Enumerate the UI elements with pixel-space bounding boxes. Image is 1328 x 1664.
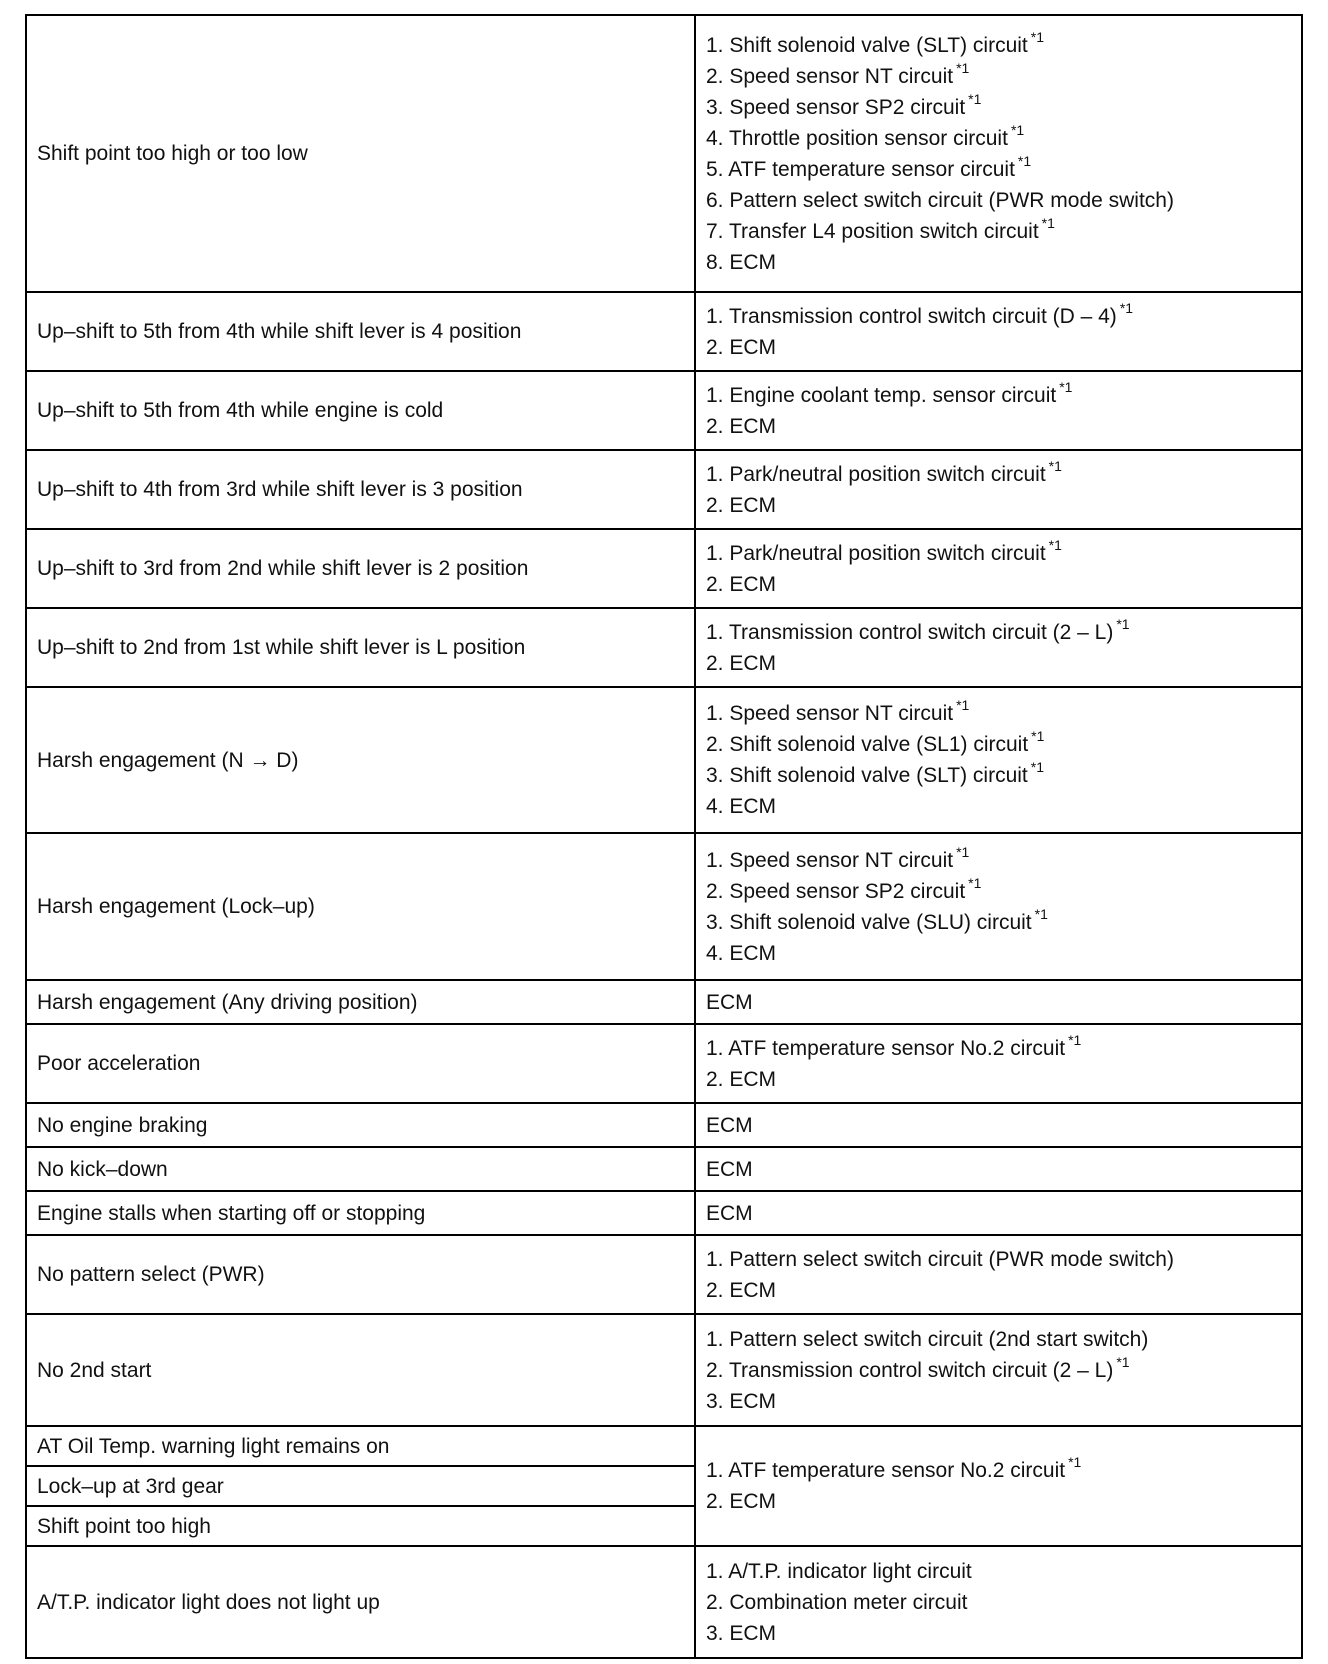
footnote-marker: *1 [1068,1454,1082,1470]
table-row [26,529,1302,608]
cause-text: Throttle position sensor circuit [728,126,1008,150]
cause-item [706,216,1291,247]
cause-text: Transmission control switch circuit (2 – L) [728,1358,1114,1382]
suspect-area-cell [695,1235,1302,1314]
cause-item [706,538,1291,569]
footnote-marker: *1 [956,59,970,76]
cause-list [706,1244,1291,1306]
cause-text: ECM [729,941,777,965]
cause-item [706,1275,1291,1306]
cause-text: Engine coolant temp. sensor circuit [729,383,1057,407]
cause-number: 1. [706,1247,724,1271]
footnote-marker: *1 [1048,536,1062,553]
cause-number: 2. [706,64,724,88]
cause-item [706,907,1291,938]
cause-item [706,938,1291,969]
cause-list [706,845,1291,969]
cause-item [706,698,1291,729]
cause-number: 1. [706,33,724,57]
cause-text: ECM [706,990,753,1014]
cause-number: 1. [706,1459,724,1482]
cause-number: 5. [706,157,724,181]
cause-number: 6. [706,188,724,212]
symptom-cell: Harsh engagement (Lock–up) [26,833,695,980]
footnote-marker: *1 [1030,759,1044,775]
cause-number: 2. [706,733,724,756]
table-row [26,1147,1302,1191]
cause-text: Speed sensor NT circuit [729,848,954,872]
cause-item [706,490,1291,521]
suspect-area-cell [695,1147,1302,1191]
cause-number: 2. [706,493,724,517]
cause-number: 1. [706,620,724,644]
cause-text: ECM [729,250,777,274]
symptom-cell: No engine braking [26,1103,695,1147]
footnote-marker: *1 [1048,457,1062,474]
cause-text: Speed sensor NT circuit [729,64,954,88]
table-row [26,15,1302,292]
cause-item [706,1154,1291,1185]
cause-text: Speed sensor SP2 circuit [729,95,966,119]
footnote-marker: *1 [1116,615,1130,632]
table-row [26,1024,1302,1103]
footnote-marker: *1 [1041,214,1055,231]
cause-text: ECM [729,1389,777,1413]
cause-list [706,1324,1291,1417]
cause-item [706,1355,1291,1386]
cause-list [706,1154,1291,1185]
table-row [26,1103,1302,1147]
cause-item [706,1198,1291,1229]
table-row [26,1546,1302,1658]
cause-text: ATF temperature sensor No.2 circuit [728,1459,1066,1482]
suspect-area-cell [695,1191,1302,1235]
symptom-cell: AT Oil Temp. warning light remains on [26,1426,695,1466]
cause-number: 3. [706,764,724,787]
cause-text: ECM [729,1067,777,1091]
cause-number: 4. [706,126,724,150]
suspect-area-cell [695,608,1302,687]
cause-text: ECM [729,1278,777,1302]
cause-number: 1. [706,1559,724,1583]
suspect-area-cell [695,1024,1302,1103]
cause-text: ATF temperature sensor circuit [728,157,1015,181]
cause-text: Pattern select switch circuit (PWR mode switch) [729,188,1174,212]
cause-text: ECM [729,1621,777,1645]
table-row [26,292,1302,371]
cause-text: A/T.P. indicator light circuit [728,1559,972,1583]
cause-list [706,1455,1291,1517]
cause-item [706,760,1291,791]
symptom-cell: Shift point too high [26,1506,695,1546]
cause-list [706,617,1291,679]
cause-text: Shift solenoid valve (SL1) circuit [729,733,1029,756]
cause-item [706,30,1291,61]
cause-number: 1. [706,541,724,565]
cause-text: Transfer L4 position switch circuit [728,219,1039,243]
footnote-marker: *1 [968,90,982,107]
suspect-area-cell [695,1314,1302,1426]
cause-text: Transmission control switch circuit (D – 4) [728,304,1117,328]
table-row [26,687,1302,833]
cause-text: Pattern select switch circuit (2nd start switch) [729,1327,1149,1351]
cause-list [706,698,1291,822]
cause-text: ECM [706,1201,753,1225]
cause-number: 1. [706,702,724,725]
cause-item [706,987,1291,1018]
table-row [26,1191,1302,1235]
suspect-area-cell [695,450,1302,529]
footnote-marker: *1 [1068,1031,1082,1048]
cause-item [706,1455,1291,1486]
cause-number: 1. [706,304,724,328]
cause-number: 1. [706,383,724,407]
cause-item [706,1064,1291,1095]
cause-number: 7. [706,219,724,243]
cause-item [706,332,1291,363]
cause-text: Shift solenoid valve (SLT) circuit [729,764,1028,787]
cause-item [706,569,1291,600]
symptom-cell: No 2nd start [26,1314,695,1426]
cause-text: ECM [729,335,777,359]
table-row [26,371,1302,450]
footnote-marker: *1 [1017,152,1032,169]
cause-number: 2. [706,651,724,675]
cause-number: 1. [706,1327,724,1351]
suspect-area-cell [695,833,1302,980]
table-row [26,608,1302,687]
cause-number: 1. [706,462,724,486]
cause-text: ECM [729,414,777,438]
symptom-cause-table [25,14,1303,1659]
cause-number: 3. [706,1389,724,1413]
cause-text: ECM [729,1490,777,1513]
table-row [26,1314,1302,1426]
cause-list [706,1110,1291,1141]
cause-number: 2. [706,1358,724,1382]
cause-text: Park/neutral position switch circuit [729,541,1046,565]
symptom-cell: Harsh engagement (N → D) [26,687,695,833]
symptom-cell: A/T.P. indicator light does not light up [26,1546,695,1658]
cause-list [706,380,1291,442]
cause-text: Transmission control switch circuit (2 – L) [728,620,1114,644]
footnote-marker: *1 [1119,299,1134,316]
suspect-area-cell [695,292,1302,371]
cause-list [706,459,1291,521]
cause-number: 2. [706,414,724,438]
cause-text: Speed sensor SP2 circuit [729,879,966,903]
symptom-cell: Shift point too high or too low [26,15,695,292]
suspect-area-cell [695,980,1302,1024]
table-row [26,450,1302,529]
symptom-cell: Up–shift to 3rd from 2nd while shift lever is 2 position [26,529,695,608]
cause-number: 2. [706,879,724,903]
footnote-marker: *1 [956,843,970,860]
cause-number: 1. [706,848,724,872]
table-row [26,1235,1302,1314]
symptom-cell: Harsh engagement (Any driving position) [26,980,695,1024]
cause-item [706,1618,1291,1649]
cause-list [706,1033,1291,1095]
cause-number: 3. [706,910,724,934]
suspect-area-cell [695,371,1302,450]
symptom-cell: No pattern select (PWR) [26,1235,695,1314]
cause-number: 2. [706,1278,724,1302]
cause-number: 2. [706,1067,724,1091]
symptom-cell: Poor acceleration [26,1024,695,1103]
cause-item [706,301,1291,332]
cause-text: Park/neutral position switch circuit [729,462,1046,486]
table-row [26,833,1302,980]
cause-text: ATF temperature sensor No.2 circuit [728,1036,1066,1060]
suspect-area-cell [695,529,1302,608]
cause-text: Speed sensor NT circuit [729,702,954,725]
cause-item [706,617,1291,648]
cause-number: 4. [706,795,724,818]
symptom-cell: Engine stalls when starting off or stopping [26,1191,695,1235]
cause-list [706,1556,1291,1649]
cause-item [706,92,1291,123]
cause-item [706,1556,1291,1587]
cause-text: Combination meter circuit [729,1590,968,1614]
footnote-marker: *1 [1031,728,1045,744]
symptom-cell: Up–shift to 5th from 4th while shift lever is 4 position [26,292,695,371]
footnote-marker: *1 [1030,28,1044,45]
cause-text: Pattern select switch circuit (PWR mode switch) [729,1247,1174,1271]
cause-item [706,729,1291,760]
cause-item [706,1324,1291,1355]
symptom-cell: Up–shift to 4th from 3rd while shift lever is 3 position [26,450,695,529]
footnote-marker: *1 [1034,905,1048,922]
table-row [26,1426,1302,1466]
cause-number: 2. [706,572,724,596]
troubleshooting-table-container [25,14,1303,1659]
cause-item [706,1110,1291,1141]
cause-list [706,301,1291,363]
cause-number: 1. [706,1036,724,1060]
symptom-cell: Up–shift to 2nd from 1st while shift lever is L position [26,608,695,687]
cause-number: 3. [706,1621,724,1645]
symptom-cell: No kick–down [26,1147,695,1191]
cause-list [706,987,1291,1018]
suspect-area-cell [695,687,1302,833]
suspect-area-cell [695,15,1302,292]
suspect-area-cell [695,1103,1302,1147]
cause-list [706,30,1291,278]
cause-item [706,845,1291,876]
cause-number: 2. [706,335,724,359]
cause-item [706,185,1291,216]
cause-item [706,123,1291,154]
suspect-area-cell [695,1546,1302,1658]
suspect-area-cell [695,1426,1302,1546]
footnote-marker: *1 [1010,121,1025,138]
footnote-marker: *1 [1059,378,1073,395]
cause-text: Shift solenoid valve (SLU) circuit [729,910,1032,934]
footnote-marker: *1 [1116,1353,1130,1370]
cause-item [706,791,1291,822]
footnote-marker: *1 [956,697,970,713]
cause-text: ECM [706,1157,753,1181]
cause-number: 8. [706,250,724,274]
cause-number: 4. [706,941,724,965]
cause-list [706,1198,1291,1229]
cause-item [706,1486,1291,1517]
cause-item [706,648,1291,679]
cause-item [706,876,1291,907]
cause-item [706,1244,1291,1275]
footnote-marker: *1 [968,874,982,891]
cause-item [706,154,1291,185]
symptom-cell: Lock–up at 3rd gear [26,1466,695,1506]
cause-item [706,1033,1291,1064]
cause-text: Shift solenoid valve (SLT) circuit [729,33,1028,57]
cause-number: 3. [706,95,724,119]
cause-number: 2. [706,1490,724,1513]
cause-text: ECM [729,795,777,818]
cause-item [706,247,1291,278]
symptom-cell: Up–shift to 5th from 4th while engine is cold [26,371,695,450]
cause-text: ECM [729,651,777,675]
cause-item [706,459,1291,490]
cause-list [706,538,1291,600]
cause-item [706,1587,1291,1618]
table-row [26,980,1302,1024]
cause-text: ECM [729,493,777,517]
cause-item [706,1386,1291,1417]
table-body [26,15,1302,1658]
cause-item [706,61,1291,92]
cause-text: ECM [729,572,777,596]
cause-item [706,380,1291,411]
cause-text: ECM [706,1113,753,1137]
cause-number: 2. [706,1590,724,1614]
cause-item [706,411,1291,442]
